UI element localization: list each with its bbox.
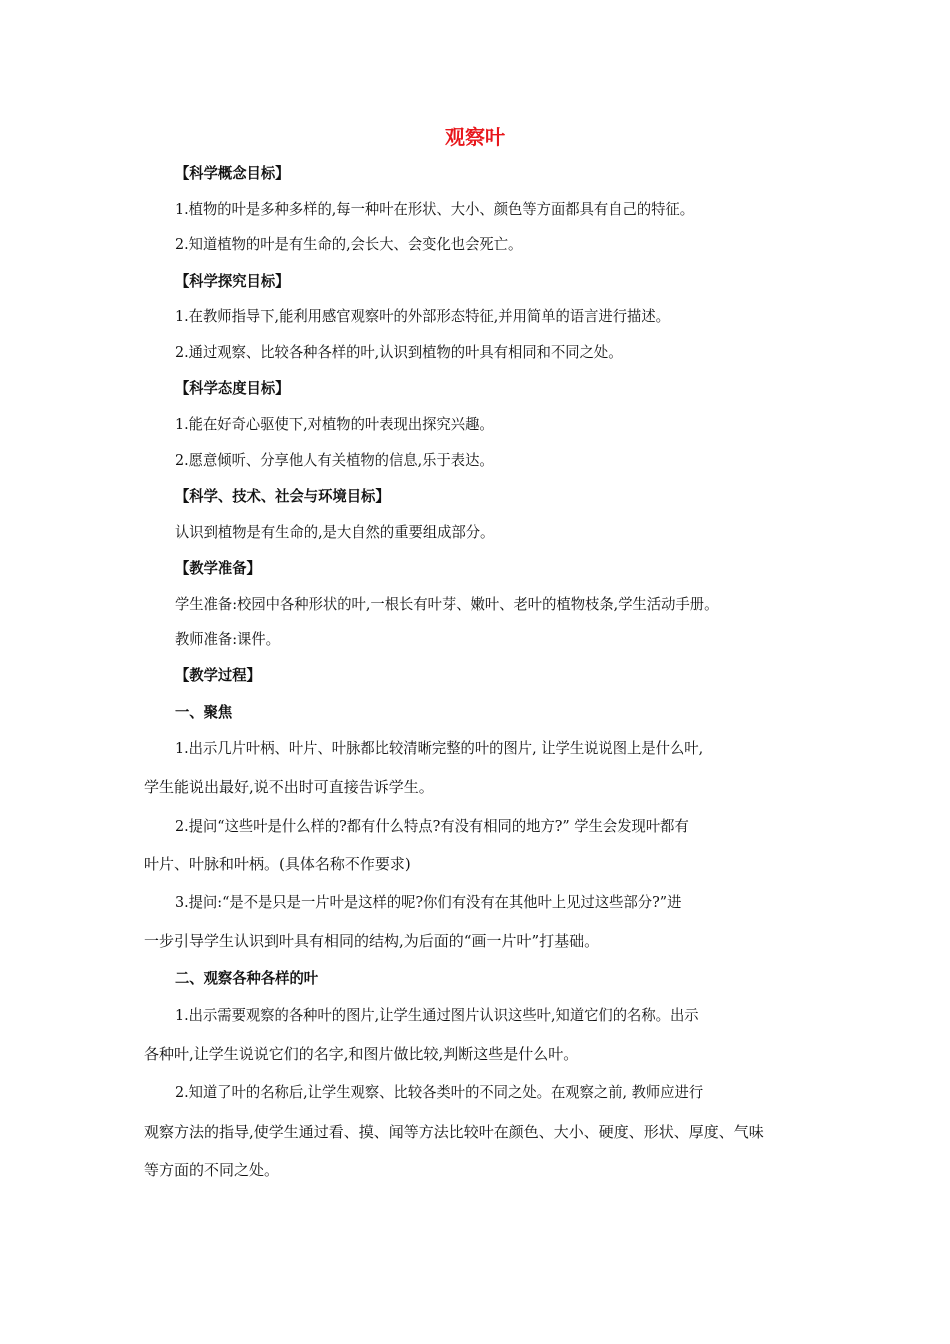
concept-item-1: 1.植物的叶是多种多样的,每一种叶在形状、大小、颜色等方面都具有自己的特征。 (175, 200, 695, 218)
page-title: 观察叶 (445, 125, 505, 149)
part1-p3-line1: 3.提问:“是不是只是一片叶是这样的呢?你们有没有在其他叶上见过这些部分?”进 (175, 893, 682, 911)
part1-p1-line1: 1.出示几片叶柄、叶片、叶脉都比较清晰完整的叶的图片, 让学生说说图上是什么叶, (175, 739, 704, 757)
prep-student: 学生准备:校园中各种形状的叶,一根长有叶芽、嫩叶、老叶的植物枝条,学生活动手册。 (175, 595, 719, 613)
attitude-item-2: 2.愿意倾听、分享他人有关植物的信息,乐于表达。 (175, 451, 494, 469)
heading-part1: 一、聚焦 (175, 703, 233, 721)
heading-stse: 【科学、技术、社会与环境目标】 (175, 487, 390, 505)
heading-prep: 【教学准备】 (175, 559, 261, 577)
inquiry-item-2: 2.通过观察、比较各种各样的叶,认识到植物的叶具有相同和不同之处。 (175, 343, 623, 361)
heading-part2: 二、观察各种各样的叶 (175, 969, 319, 987)
prep-teacher: 教师准备:课件。 (175, 630, 280, 648)
heading-inquiry: 【科学探究目标】 (175, 272, 290, 290)
part1-p1-line2: 学生能说出最好,说不出时可直接告诉学生。 (144, 778, 434, 796)
inquiry-item-1: 1.在教师指导下,能利用感官观察叶的外部形态特征,并用简单的语言进行描述。 (175, 307, 670, 325)
heading-process: 【教学过程】 (175, 666, 261, 684)
part2-p2-line1: 2.知道了叶的名称后,让学生观察、比较各类叶的不同之处。在观察之前, 教师应进行 (175, 1083, 704, 1101)
concept-item-2: 2.知道植物的叶是有生命的,会长大、会变化也会死亡。 (175, 235, 523, 253)
stse-item-1: 认识到植物是有生命的,是大自然的重要组成部分。 (175, 523, 495, 541)
heading-concept: 【科学概念目标】 (175, 164, 290, 182)
attitude-item-1: 1.能在好奇心驱使下,对植物的叶表现出探究兴趣。 (175, 415, 494, 433)
part1-p2-line1: 2.提问“这些叶是什么样的?都有什么特点?有没有相同的地方?” 学生会发现叶都有 (175, 817, 689, 835)
part2-p1-line1: 1.出示需要观察的各种叶的图片,让学生通过图片认识这些叶,知道它们的名称。出示 (175, 1006, 699, 1024)
heading-attitude: 【科学态度目标】 (175, 379, 290, 397)
part2-p1-line2: 各种叶,让学生说说它们的名字,和图片做比较,判断这些是什么叶。 (144, 1045, 579, 1063)
part2-p2-line2: 观察方法的指导,使学生通过看、摸、闻等方法比较叶在颜色、大小、硬度、形状、厚度、气味 (144, 1123, 764, 1141)
part2-p2-line3: 等方面的不同之处。 (144, 1161, 280, 1179)
part1-p2-line2: 叶片、叶脉和叶柄。(具体名称不作要求) (144, 855, 411, 873)
part1-p3-line2: 一步引导学生认识到叶具有相同的结构,为后面的“画一片叶”打基础。 (144, 932, 600, 950)
